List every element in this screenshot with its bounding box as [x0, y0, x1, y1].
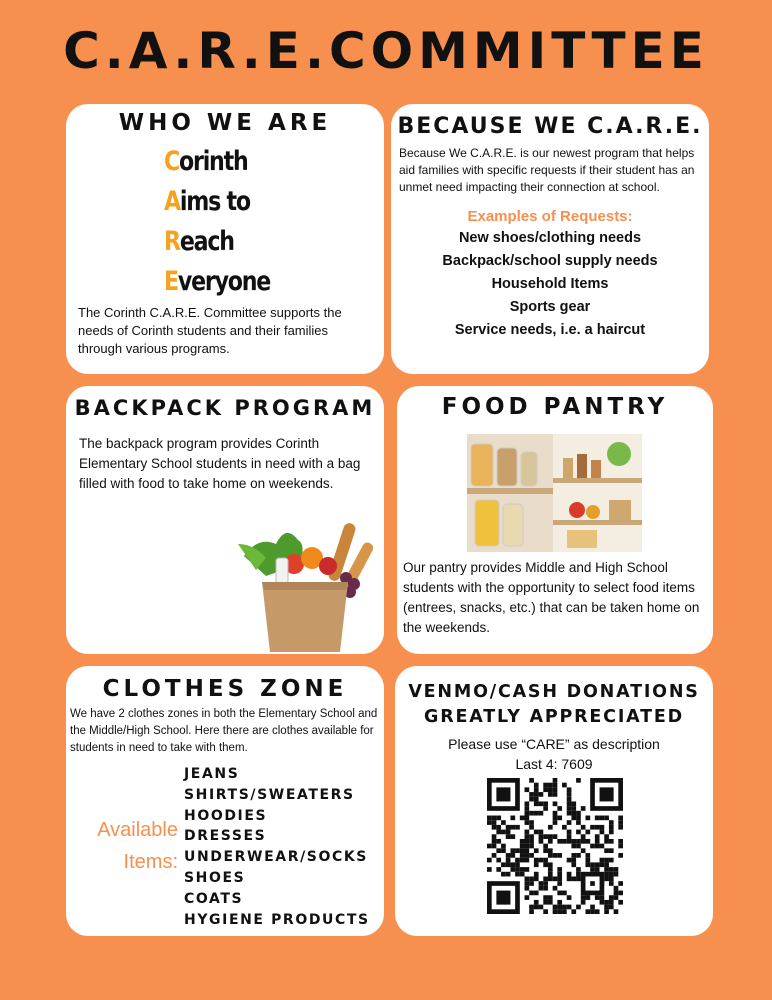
list-item: HOODIES: [184, 807, 268, 824]
donations-heading: VENMO/CASH DONATIONS GREATLY APPRECIATED: [408, 682, 700, 727]
care-acronym: [164, 142, 384, 302]
acronym-line: Everyone: [164, 266, 271, 297]
backpack-program-heading: BACKPACK PROGRAM: [74, 396, 376, 420]
clothes-zone-body: We have 2 clothes zones in both the Elementary School and the Middle/High School. Here there are clothes available for students in need to take with them.: [70, 708, 378, 754]
list-item: COATS: [184, 890, 244, 907]
because-we-care-card: [391, 104, 709, 374]
acronym-line: Reach: [164, 226, 234, 257]
who-we-are-card: [66, 104, 384, 374]
food-pantry-card: [397, 386, 713, 654]
clothes-items-list: [184, 764, 370, 930]
because-we-care-heading: BECAUSE WE C.A.R.E.: [397, 114, 703, 139]
list-item: Household Items: [491, 276, 609, 292]
list-item: JEANS: [184, 766, 240, 782]
list-item: SHIRTS/SWEATERS: [184, 786, 355, 803]
donations-card: [395, 666, 713, 936]
acronym-line: Corinth: [164, 146, 248, 177]
list-item: Service needs, i.e. a haircut: [454, 322, 646, 338]
clothes-zone-heading: CLOTHES ZONE: [102, 676, 348, 702]
list-item: UNDERWEAR/SOCKS: [184, 849, 368, 866]
backpack-program-card: [66, 386, 384, 654]
who-we-are-body: The Corinth C.A.R.E. Committee supports the needs of Corinth students and their families through various programs.: [78, 305, 342, 356]
clothes-zone-card: [66, 666, 384, 936]
acronym-line: Aims to: [164, 186, 250, 217]
who-we-are-heading: WHO WE ARE: [118, 110, 332, 136]
list-item: New shoes/clothing needs: [458, 230, 642, 246]
list-item: SHOES: [184, 869, 246, 886]
pantry-shelf-image: [467, 434, 642, 552]
list-item: Backpack/school supply needs: [442, 253, 658, 269]
grocery-bag-image: [236, 514, 381, 652]
available-items-label: Available Items:: [97, 819, 178, 873]
backpack-program-body: The backpack program provides Corinth Elementary School students in need with a bag filled with food to take home on weekends.: [79, 436, 361, 491]
page-title: C.A.R.E.COMMITTEE: [63, 22, 709, 80]
food-pantry-body: Our pantry provides Middle and High School students with the opportunity to select food items (entrees, snacks, etc.) that can be taken home on the weekends.: [403, 560, 700, 635]
donations-instructions: Please use “CARE” as description Last 4: 7609: [448, 736, 660, 772]
requests-list: [391, 227, 709, 342]
requests-heading: Examples of Requests:: [467, 208, 633, 225]
because-we-care-body: Because We C.A.R.E. is our newest program that helps aid families with specific requests if their student has an unmet need impacting their connection at school.: [399, 146, 695, 194]
list-item: Sports gear: [509, 299, 591, 315]
list-item: HYGIENE PRODUCTS: [184, 911, 370, 928]
list-item: DRESSES: [184, 828, 267, 845]
venmo-qr-code[interactable]: [487, 778, 623, 914]
food-pantry-heading: FOOD PANTRY: [441, 394, 669, 420]
